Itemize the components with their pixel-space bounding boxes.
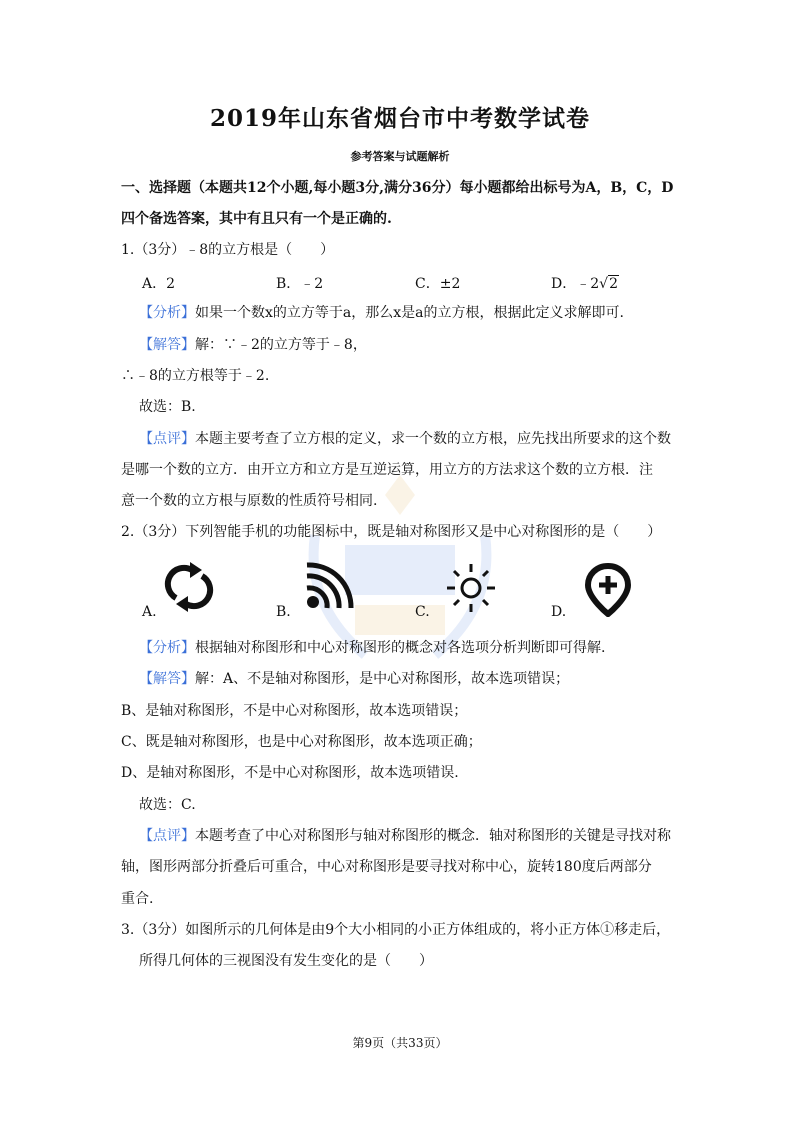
answer-tag: 【解答】 (139, 671, 195, 687)
q1-option-b: B．﹣2 (276, 276, 324, 292)
q1-option-c: C．±2 (415, 276, 461, 292)
q2-answer-line-4: D、是轴对称图形，不是中心对称图形，故本选项错误. (121, 765, 459, 781)
comment-tag: 【点评】 (139, 828, 195, 844)
q2-comment-line-1 (139, 827, 671, 845)
q2-answer-line-3: C、既是轴对称图形，也是中心对称图形，故本选项正确； (121, 734, 482, 750)
wifi-icon (303, 562, 355, 610)
sqrt-symbol: √2 (599, 276, 618, 292)
q1-option-d (551, 273, 619, 293)
q2-label-a: A. (142, 604, 157, 620)
q1-stem: 1.（3分）﹣8的立方根是（ ） (121, 242, 335, 258)
q1-answer-line-1 (139, 336, 367, 354)
analysis-tag: 【分析】 (139, 640, 195, 656)
q3-stem-line-2: 所得几何体的三视图没有发生变化的是（ ） (139, 953, 433, 969)
q2-label-d: D. (551, 604, 567, 620)
q2-answer-text-1: 解：A、不是轴对称图形，是中心对称图形，故本选项错误； (195, 671, 570, 687)
q2-answer-line-1 (139, 670, 569, 688)
q1-analysis (139, 304, 624, 322)
location-plus-icon (584, 563, 632, 617)
q1-answer-line-3: 故选：B. (139, 399, 196, 415)
page-subtitle: 参考答案与试题解析 (350, 150, 450, 163)
q1-option-d-radicand: 2 (609, 276, 618, 292)
q2-answer-line-5: 故选：C. (139, 797, 196, 813)
refresh-icon (164, 562, 214, 612)
q2-label-b: B. (276, 604, 291, 620)
q1-option-d-prefix: D．﹣2 (551, 276, 600, 292)
q1-answer-text-1: 解：∵﹣2的立方等于﹣8， (195, 337, 367, 353)
q2-comment-line-3: 重合. (121, 891, 154, 907)
q2-stem: 2.（3分）下列智能手机的功能图标中，既是轴对称图形又是中心对称图形的是（ ） (121, 524, 662, 540)
q3-stem-line-1: 3.（3分）如图所示的几何体是由9个大小相同的小正方体组成的，将小正方体①移走后， (121, 922, 671, 938)
sun-icon (446, 563, 496, 613)
page-footer: 第9页（共33页） (352, 1036, 448, 1050)
q1-comment-line-2: 是哪一个数的立方．由开立方和立方是互逆运算，用立方的方法求这个数的立方根．注 (121, 462, 653, 478)
q1-analysis-text: 如果一个数x的立方等于a，那么x是a的立方根，根据此定义求解即可. (195, 305, 624, 321)
q1-comment-line-3: 意一个数的立方根与原数的性质符号相同. (121, 493, 378, 509)
comment-tag: 【点评】 (139, 431, 195, 447)
analysis-tag: 【分析】 (139, 305, 195, 321)
q2-comment-line-2: 轴，图形两部分折叠后可重合，中心对称图形是要寻找对称中心，旋转180度后两部分 (121, 859, 652, 875)
q1-comment-line-1 (139, 430, 671, 448)
section-header-line-1: 一、选择题（本题共12个小题,每小题3分,满分36分）每小题都给出标号为A，B，C，D (121, 180, 674, 196)
answer-tag: 【解答】 (139, 337, 195, 353)
page-title: 2019年山东省烟台市中考数学试卷 (209, 105, 590, 132)
q2-label-c: C. (415, 604, 430, 620)
section-header-line-2: 四个备选答案，其中有且只有一个是正确的. (121, 211, 392, 227)
q1-comment-text-1: 本题主要考查了立方根的定义，求一个数的立方根，应先找出所要求的这个数 (195, 431, 671, 447)
q2-answer-line-2: B、是轴对称图形，不是中心对称图形，故本选项错误； (121, 703, 468, 719)
q1-answer-line-2: ∴﹣8的立方根等于﹣2. (121, 368, 270, 384)
q1-option-a: A．2 (142, 276, 176, 292)
q2-comment-text-1: 本题考查了中心对称图形与轴对称图形的概念．轴对称图形的关键是寻找对称 (195, 828, 671, 844)
q2-analysis (139, 639, 605, 657)
q2-analysis-text: 根据轴对称图形和中心对称图形的概念对各选项分析判断即可得解. (195, 640, 606, 656)
